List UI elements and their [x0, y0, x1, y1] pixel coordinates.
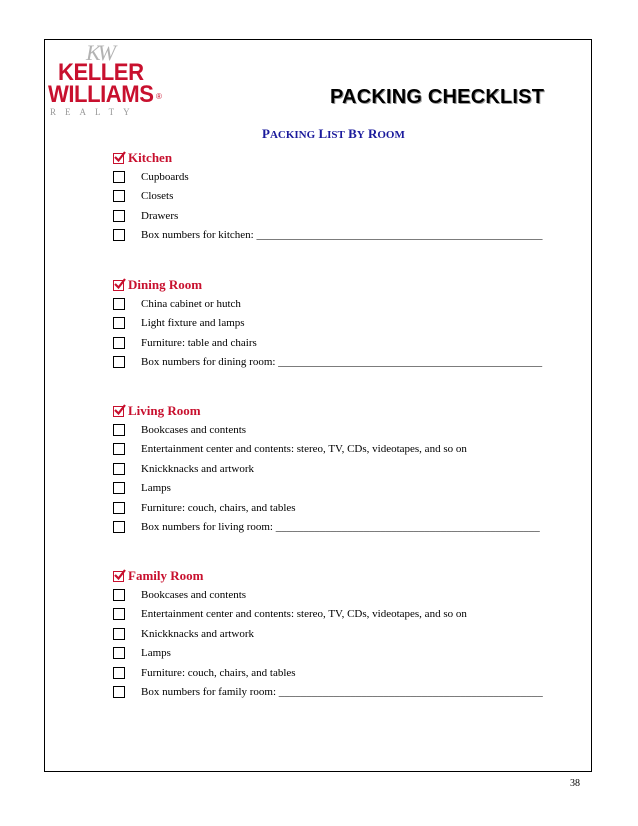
logo-williams: WILLIAMS	[48, 81, 154, 108]
checklist-item	[113, 294, 542, 314]
logo-monogram: KW	[86, 40, 113, 65]
section-heading	[113, 276, 542, 294]
checklist-item-label: Furniture: couch, chairs, and tables	[141, 666, 296, 679]
checklist-item-label: Furniture: table and chairs	[141, 336, 257, 349]
checkbox[interactable]	[113, 229, 125, 241]
checklist-item-label: Light fixture and lamps	[141, 317, 245, 330]
checkbox[interactable]	[113, 443, 125, 455]
checklist-item	[113, 683, 543, 703]
checklist-item-label: Closets	[141, 190, 174, 203]
checkbox[interactable]	[113, 628, 125, 640]
checklist-item-label: Knickknacks and artwork	[141, 462, 255, 475]
checklist-item	[113, 314, 542, 334]
checkbox[interactable]	[113, 686, 125, 698]
checkbox[interactable]	[113, 647, 125, 659]
checkbox[interactable]	[113, 502, 125, 514]
page-number: 38	[570, 778, 580, 789]
checklist-item	[113, 187, 542, 207]
checkbox[interactable]	[113, 482, 125, 494]
checklist-item	[113, 605, 543, 625]
logo-realty: REALTY	[50, 107, 139, 117]
checklist-item-label: Lamps	[141, 647, 171, 660]
logo-keller: KELLER	[58, 59, 144, 86]
section-heading	[113, 149, 542, 167]
checkbox[interactable]	[113, 317, 125, 329]
page-title: PACKING CHECKLIST	[330, 86, 545, 108]
checklist-item	[113, 663, 543, 683]
checklist-item	[113, 644, 543, 664]
checkbox[interactable]	[113, 210, 125, 222]
checklist-item	[113, 440, 540, 460]
checkbox[interactable]	[113, 463, 125, 475]
checkbox[interactable]	[113, 171, 125, 183]
checked-box-icon	[113, 280, 124, 291]
checklist-item-label: Furniture: couch, chairs, and tables	[141, 501, 296, 514]
checkbox[interactable]	[113, 589, 125, 601]
section-family-room	[113, 567, 543, 702]
checkbox[interactable]	[113, 337, 125, 349]
checklist-item	[113, 518, 540, 538]
checked-box-icon	[113, 406, 124, 417]
checkbox[interactable]	[113, 356, 125, 368]
checklist-item-label: Box numbers for kitchen: ____________________________________________________	[141, 229, 543, 242]
section-living-room	[113, 402, 540, 537]
checklist-item	[113, 498, 540, 518]
checklist-item-label: Drawers	[141, 209, 179, 222]
checklist-item	[113, 353, 542, 373]
checklist-item	[113, 420, 540, 440]
checkbox[interactable]	[113, 190, 125, 202]
checklist-item-label: Entertainment center and contents: stereo, TV, CDs, videotapes, and so on	[141, 608, 467, 621]
checklist-item	[113, 206, 542, 226]
checkbox[interactable]	[113, 298, 125, 310]
checkbox[interactable]	[113, 424, 125, 436]
checklist-item-label: Bookcases and contents	[141, 588, 247, 601]
checklist-item-label: Lamps	[141, 482, 171, 495]
checklist-item-label: China cabinet or hutch	[141, 297, 241, 310]
section-title: Living Room	[128, 403, 201, 418]
checklist-item-label: Knickknacks and artwork	[141, 627, 255, 640]
checklist-item-label: Bookcases and contents	[141, 423, 247, 436]
checkbox[interactable]	[113, 608, 125, 620]
keller-williams-logo	[48, 40, 166, 120]
section-dining-room	[113, 276, 542, 372]
section-heading	[113, 567, 543, 585]
checklist-item	[113, 585, 543, 605]
section-heading	[113, 402, 540, 420]
section-title: Family Room	[128, 568, 204, 583]
checked-box-icon	[113, 153, 124, 164]
checklist-item-label: Box numbers for living room: ________________________________________________	[141, 521, 540, 534]
registered-mark: ®	[156, 92, 162, 101]
checklist-item-label: Entertainment center and contents: stereo, TV, CDs, videotapes, and so on	[141, 443, 467, 456]
checkbox[interactable]	[113, 667, 125, 679]
checklist-item	[113, 226, 542, 246]
checklist-item-label: Box numbers for family room: ________________________________________________	[141, 686, 543, 699]
checklist-item	[113, 167, 542, 187]
section-kitchen	[113, 149, 542, 245]
section-title: Kitchen	[128, 150, 173, 165]
checklist-item	[113, 479, 540, 499]
checklist-item-label: Cupboards	[141, 170, 189, 183]
checklist-item	[113, 624, 543, 644]
checkbox[interactable]	[113, 521, 125, 533]
checked-box-icon	[113, 571, 124, 582]
checklist-item	[113, 333, 542, 353]
page-subtitle: PACKING LIST BY ROOM	[262, 126, 405, 141]
checklist-item-label: Box numbers for dining room: ________________________________________________	[141, 356, 543, 369]
checklist-item	[113, 459, 540, 479]
section-title: Dining Room	[128, 277, 203, 292]
